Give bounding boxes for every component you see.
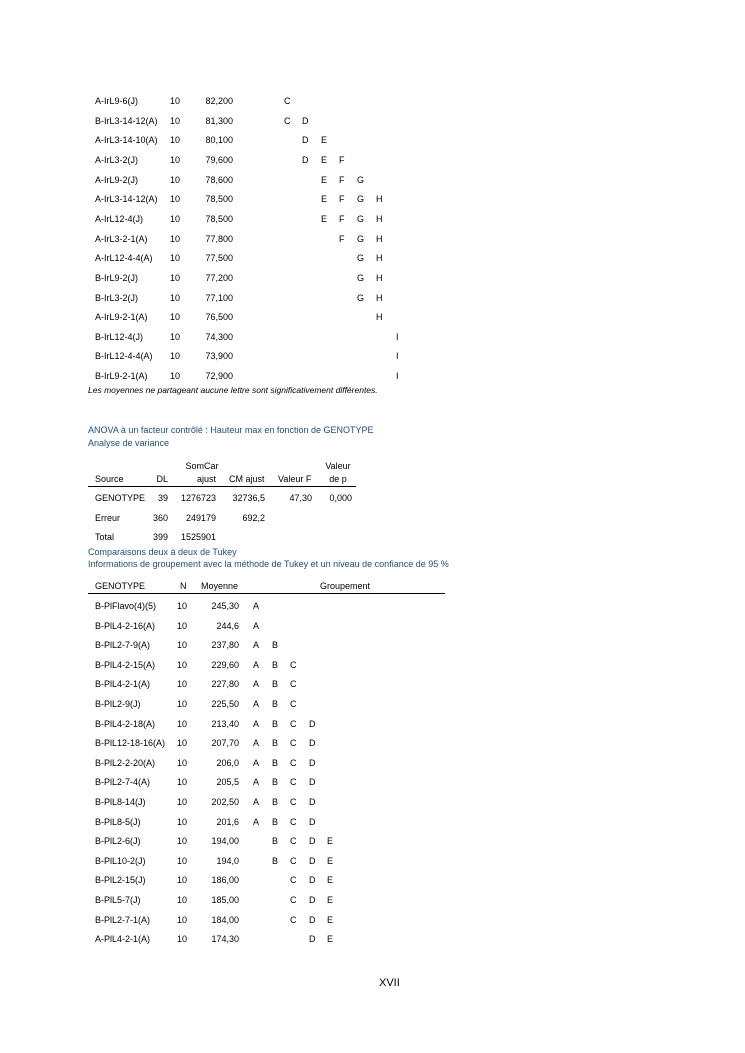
- mean-value: 73,900: [205, 351, 233, 362]
- genotype-name: A-IrL12-4-4(A): [95, 253, 153, 264]
- group-letter: A: [253, 797, 260, 807]
- anova-dl: 39: [157, 493, 168, 503]
- group-letter: A: [253, 620, 260, 631]
- header-somcar-top: SomCar: [185, 461, 219, 471]
- header-dl: DL: [156, 474, 168, 484]
- table-row: [0, 738, 745, 750]
- genotype-name: A-IrL9-2-1(A): [95, 312, 148, 323]
- n-value: 10: [177, 895, 188, 905]
- n-value: 10: [177, 777, 188, 788]
- group-letter: G: [357, 253, 365, 264]
- group-letter: A: [253, 601, 260, 611]
- genotype-name: B-PlL2-9(J): [95, 699, 141, 709]
- header-n: N: [180, 581, 187, 591]
- n-value: 10: [170, 371, 181, 382]
- group-letter: B: [272, 855, 279, 866]
- genotype-name: B-IrL3-14-12(A): [95, 115, 158, 126]
- group-letter: C: [290, 855, 297, 866]
- mean-value: 79,600: [205, 154, 233, 165]
- anova-dl: 360: [152, 513, 168, 523]
- genotype-name: B-IrL3-2(J): [95, 292, 139, 303]
- table-row: [0, 273, 745, 285]
- group-letter: B: [272, 640, 279, 651]
- anova-f: 47,30: [289, 493, 312, 503]
- table-row: [0, 758, 745, 770]
- group-letter: H: [376, 272, 383, 283]
- genotype-name: A-IrL12-4(J): [95, 213, 144, 224]
- group-letter: E: [321, 213, 328, 224]
- anova-cm: 32736,5: [232, 493, 265, 503]
- table-row: [0, 679, 745, 691]
- group-letter: F: [339, 233, 345, 244]
- mean-value: 244,6: [216, 620, 239, 631]
- group-letter: D: [302, 115, 309, 126]
- genotype-name: A-IrL3-14-10(A): [95, 135, 158, 146]
- header-genotype: GENOTYPE: [95, 581, 146, 591]
- n-value: 10: [170, 331, 181, 342]
- group-letter: G: [357, 174, 365, 185]
- genotype-name: B-PlL4-2-15(A): [95, 659, 156, 670]
- table-row: [0, 116, 745, 128]
- mean-value: 76,500: [205, 312, 233, 323]
- group-letter: D: [309, 934, 316, 945]
- group-letter: A: [253, 738, 260, 749]
- group-letter: D: [309, 914, 316, 925]
- group-letter: H: [376, 253, 383, 264]
- table-row: [0, 135, 745, 147]
- group-letter: D: [309, 757, 316, 768]
- tukey-title: Comparaisons deux à deux de Tukey: [88, 547, 237, 557]
- genotype-name: B-PlL2-15(J): [95, 875, 146, 886]
- group-letter: A: [253, 718, 260, 729]
- group-letter: F: [339, 174, 345, 185]
- genotype-name: B-IrL12-4-4(A): [95, 351, 153, 362]
- header-f: Valeur F: [278, 474, 312, 484]
- group-letter: E: [321, 174, 328, 185]
- n-value: 10: [170, 213, 181, 224]
- n-value: 10: [170, 135, 181, 146]
- mean-value: 174,30: [211, 934, 239, 945]
- group-letter: C: [290, 797, 297, 807]
- n-value: 10: [170, 233, 181, 244]
- header-source: Source: [95, 474, 124, 484]
- table-row: [0, 934, 745, 946]
- group-letter: B: [272, 738, 279, 749]
- group-letter: C: [290, 699, 297, 709]
- group-letter: D: [309, 875, 316, 886]
- anova-header-rule: [88, 486, 356, 487]
- anova-source: GENOTYPE: [95, 493, 146, 503]
- group-letter: C: [290, 659, 297, 670]
- table-row: [0, 777, 745, 789]
- n-value: 10: [170, 174, 181, 185]
- group-letter: H: [376, 194, 383, 205]
- group-letter: D: [309, 895, 316, 905]
- n-value: 10: [177, 934, 188, 945]
- group-letter: E: [327, 914, 334, 925]
- n-value: 10: [177, 875, 188, 886]
- mean-value: 237,80: [211, 640, 239, 651]
- anova-somcar: 1525901: [180, 532, 216, 542]
- group-letter: C: [290, 777, 297, 788]
- mean-value: 186,00: [211, 875, 239, 886]
- group-letter: B: [272, 797, 279, 807]
- genotype-name: B-PlL12-18-16(A): [95, 738, 166, 749]
- anova-title: ANOVA à un facteur contrôlé : Hauteur max en fonction de GENOTYPE: [88, 425, 374, 435]
- table-row: [0, 856, 745, 868]
- mean-value: 78,600: [205, 174, 233, 185]
- n-value: 10: [177, 699, 188, 709]
- genotype-name: B-PlL4-2-18(A): [95, 718, 156, 729]
- genotype-name: B-IrL9-2-1(A): [95, 371, 148, 382]
- group-letter: C: [290, 895, 297, 905]
- n-value: 10: [170, 312, 181, 323]
- genotype-name: A-IrL3-14-12(A): [95, 194, 158, 205]
- table-row: [0, 96, 745, 108]
- tukey-header-rule: [88, 593, 445, 594]
- genotype-name: B-PlL2-7-1(A): [95, 914, 151, 925]
- table-row: [0, 601, 745, 613]
- genotype-name: B-PlL4-2-1(A): [95, 679, 151, 690]
- anova-row: [0, 513, 745, 525]
- genotype-name: B-PlL10-2(J): [95, 855, 146, 866]
- mean-value: 227,80: [211, 679, 239, 690]
- mean-value: 80,100: [205, 135, 233, 146]
- n-value: 10: [170, 194, 181, 205]
- tukey-subtitle: Informations de groupement avec la méthode de Tukey et un niveau de confiance de 95 %: [88, 559, 449, 569]
- group-letter: D: [309, 855, 316, 866]
- group-letter: G: [357, 292, 365, 303]
- n-value: 10: [170, 272, 181, 283]
- mean-value: 72,900: [205, 371, 233, 382]
- anova-dl: 399: [152, 532, 168, 542]
- table-row: [0, 175, 745, 187]
- mean-value: 185,00: [211, 895, 239, 905]
- group-letter: E: [321, 135, 328, 146]
- mean-value: 77,200: [205, 272, 233, 283]
- n-value: 10: [177, 620, 188, 631]
- table-row: [0, 836, 745, 848]
- mean-value: 194,0: [216, 855, 239, 866]
- n-value: 10: [170, 115, 181, 126]
- group-letter: I: [396, 371, 399, 382]
- mean-value: 82,200: [205, 96, 233, 106]
- genotype-name: A-PlL4-2-1(A): [95, 934, 151, 945]
- table-row: [0, 719, 745, 731]
- mean-value: 78,500: [205, 213, 233, 224]
- mean-value: 77,100: [205, 292, 233, 303]
- header-somcar-bottom: ajust: [196, 474, 216, 484]
- group-letter: F: [339, 194, 345, 205]
- group-letter: G: [357, 233, 365, 244]
- n-value: 10: [170, 96, 181, 106]
- anova-somcar: 249179: [185, 513, 216, 523]
- group-letter: H: [376, 233, 383, 244]
- group-letter: C: [290, 816, 297, 827]
- n-value: 10: [177, 816, 188, 827]
- header-p-top: Valeur: [325, 461, 351, 471]
- table-row: [0, 371, 745, 383]
- group-letter: G: [357, 194, 365, 205]
- table-row: [0, 351, 745, 363]
- group-letter: H: [376, 292, 383, 303]
- mean-value: 201,6: [216, 816, 239, 827]
- group-letter: H: [376, 213, 383, 224]
- genotype-name: A-IrL3-2-1(A): [95, 233, 148, 244]
- n-value: 10: [170, 351, 181, 362]
- group-letter: D: [309, 738, 316, 749]
- group-letter: C: [290, 679, 297, 690]
- mean-value: 81,300: [205, 115, 233, 126]
- group-letter: E: [327, 895, 334, 905]
- mean-value: 77,500: [205, 253, 233, 264]
- group-letter: B: [272, 718, 279, 729]
- group-letter: D: [309, 836, 316, 847]
- genotype-name: A-IrL9-6(J): [95, 96, 139, 106]
- n-value: 10: [177, 914, 188, 925]
- group-letter: A: [253, 757, 260, 768]
- group-letter: A: [253, 777, 260, 788]
- group-letter: E: [321, 194, 328, 205]
- table-row: [0, 332, 745, 344]
- genotype-name: B-PlL2-2-20(A): [95, 757, 156, 768]
- n-value: 10: [170, 292, 181, 303]
- genotype-name: A-IrL9-2(J): [95, 174, 139, 185]
- group-letter: I: [396, 331, 399, 342]
- header-cm: CM ajust: [229, 474, 265, 484]
- group-letter: I: [396, 351, 399, 362]
- group-letter: B: [272, 679, 279, 690]
- mean-value: 184,00: [211, 914, 239, 925]
- group-letter: B: [272, 699, 279, 709]
- genotype-name: B-PlL2-6(J): [95, 836, 141, 847]
- header-moyenne: Moyenne: [201, 581, 239, 591]
- mean-value: 202,50: [211, 797, 239, 807]
- page-number: XVII: [379, 977, 400, 989]
- group-letter: C: [290, 914, 297, 925]
- anova-row: [0, 532, 745, 544]
- mean-value: 78,500: [205, 194, 233, 205]
- table-row: [0, 621, 745, 633]
- genotype-name: B-PlL5-7(J): [95, 895, 141, 905]
- group-letter: G: [357, 272, 365, 283]
- group-letter: E: [327, 934, 334, 945]
- anova-somcar: 1276723: [180, 493, 216, 503]
- genotype-name: B-IrL9-2(J): [95, 272, 139, 283]
- table-row: [0, 312, 745, 324]
- table-row: [0, 194, 745, 206]
- n-value: 10: [177, 718, 188, 729]
- group-letter: F: [339, 154, 345, 165]
- genotype-name: B-PlL2-7-4(A): [95, 777, 151, 788]
- anova-source: Total: [95, 532, 115, 542]
- group-letter: B: [272, 777, 279, 788]
- mean-value: 206,0: [216, 757, 239, 768]
- group-letter: C: [290, 718, 297, 729]
- n-value: 10: [177, 797, 188, 807]
- group-letter: B: [272, 816, 279, 827]
- genotype-name: B-PlL4-2-16(A): [95, 620, 156, 631]
- n-value: 10: [170, 253, 181, 264]
- genotype-name: B-IrL12-4(J): [95, 331, 144, 342]
- significance-note: Les moyennes ne partageant aucune lettre sont significativement différentes.: [88, 385, 378, 395]
- mean-value: 245,30: [211, 601, 239, 611]
- group-letter: A: [253, 640, 260, 651]
- mean-value: 77,800: [205, 233, 233, 244]
- group-letter: D: [309, 718, 316, 729]
- genotype-name: B-PlL2-7-9(A): [95, 640, 151, 651]
- table-row: [0, 915, 745, 927]
- genotype-name: A-IrL3-2(J): [95, 154, 139, 165]
- group-letter: D: [302, 154, 309, 165]
- group-letter: E: [327, 836, 334, 847]
- mean-value: 205,5: [216, 777, 239, 788]
- table-row: [0, 875, 745, 887]
- group-letter: B: [272, 659, 279, 670]
- n-value: 10: [177, 640, 188, 651]
- n-value: 10: [177, 601, 188, 611]
- table-row: [0, 234, 745, 246]
- group-letter: H: [376, 312, 383, 323]
- table-row: [0, 640, 745, 652]
- n-value: 10: [177, 659, 188, 670]
- anova-p: 0,000: [329, 493, 352, 503]
- header-groupement: Groupement: [320, 581, 371, 591]
- mean-value: 207,70: [211, 738, 239, 749]
- group-letter: D: [309, 816, 316, 827]
- table-row: [0, 253, 745, 265]
- group-letter: C: [290, 757, 297, 768]
- mean-value: 213,40: [211, 718, 239, 729]
- table-row: [0, 895, 745, 907]
- n-value: 10: [170, 154, 181, 165]
- anova-row: [0, 493, 745, 505]
- n-value: 10: [177, 738, 188, 749]
- header-p-bottom: de p: [329, 474, 347, 484]
- table-row: [0, 293, 745, 305]
- group-letter: A: [253, 699, 260, 709]
- group-letter: C: [290, 836, 297, 847]
- group-letter: B: [272, 757, 279, 768]
- genotype-name: B-PlL8-5(J): [95, 816, 141, 827]
- group-letter: A: [253, 659, 260, 670]
- group-letter: C: [290, 875, 297, 886]
- group-letter: E: [327, 855, 334, 866]
- table-row: [0, 214, 745, 226]
- group-letter: C: [284, 115, 291, 126]
- group-letter: G: [357, 213, 365, 224]
- group-letter: A: [253, 816, 260, 827]
- group-letter: E: [327, 875, 334, 886]
- table-row: [0, 817, 745, 829]
- group-letter: F: [339, 213, 345, 224]
- table-row: [0, 155, 745, 167]
- group-letter: C: [284, 96, 291, 106]
- group-letter: D: [309, 777, 316, 788]
- group-letter: E: [321, 154, 328, 165]
- mean-value: 229,60: [211, 659, 239, 670]
- group-letter: D: [309, 797, 316, 807]
- table-row: [0, 660, 745, 672]
- mean-value: 225,50: [211, 699, 239, 709]
- anova-subtitle: Analyse de variance: [88, 438, 170, 448]
- n-value: 10: [177, 757, 188, 768]
- genotype-name: B-PlL8-14(J): [95, 797, 146, 807]
- table-row: [0, 699, 745, 711]
- n-value: 10: [177, 679, 188, 690]
- group-letter: D: [302, 135, 309, 146]
- genotype-name: B-PlFlavo(4)(5): [95, 601, 157, 611]
- n-value: 10: [177, 855, 188, 866]
- group-letter: C: [290, 738, 297, 749]
- group-letter: B: [272, 836, 279, 847]
- anova-cm: 692,2: [242, 513, 265, 523]
- n-value: 10: [177, 836, 188, 847]
- table-row: [0, 797, 745, 809]
- anova-source: Erreur: [95, 513, 121, 523]
- mean-value: 74,300: [205, 331, 233, 342]
- group-letter: A: [253, 679, 260, 690]
- mean-value: 194,00: [211, 836, 239, 847]
